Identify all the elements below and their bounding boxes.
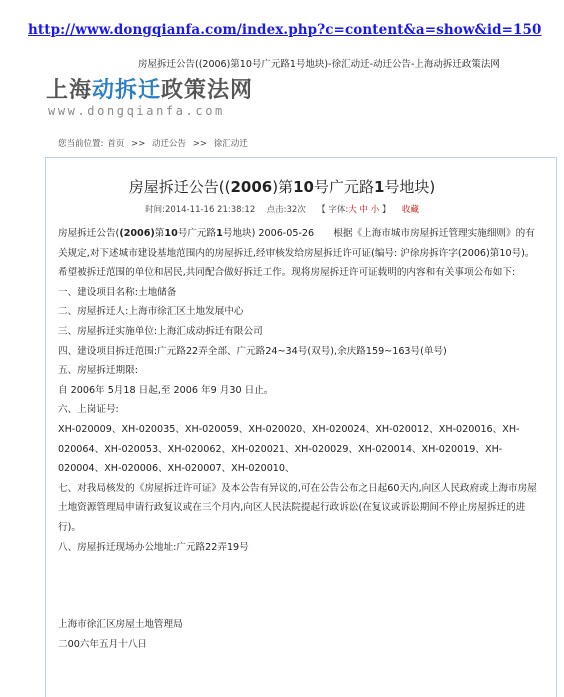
meta-time: 时间:2014-11-16 21:38:12: [145, 205, 256, 215]
item-objection: 七、对我局核发的《房屋拆迁许可证》及本公告有异议的,可在公告公布之日起60天内,向区人民政府或上海市房屋土地资源管理局申请行政复议或在三个月内,向区人民法院提起行政诉讼(在复议或诉讼期间不停止房屋拆迁的进行)。: [58, 482, 537, 533]
intro-part-num: 10: [164, 228, 178, 239]
breadcrumb-prefix: 您当前位置:: [58, 139, 104, 149]
item-scope: 四、建设项目拆迁范围:广元路22弄全部、广元路24~34号(双号),余庆路159~163号(单号): [58, 345, 447, 357]
intro-part-lot: 1: [216, 228, 223, 239]
article-body: [58, 224, 542, 654]
logo-text: [46, 78, 306, 104]
signature: 上海市徐汇区房屋土地管理局: [58, 619, 183, 631]
breadcrumb-sep-1: >>: [131, 139, 146, 149]
intro-paragraph: [58, 224, 542, 283]
item-period-label: 五、房屋拆迁期限:: [58, 365, 138, 377]
breadcrumb-home[interactable]: 首页: [107, 139, 125, 149]
breadcrumb-sep-2: >>: [192, 139, 208, 149]
logo-part3: 政策法网: [161, 78, 254, 103]
meta-clicks: 点击:32次: [266, 205, 306, 215]
title-part-num: 10: [293, 178, 314, 196]
item-office-address: 八、房屋拆迁现场办公地址:广元路22弄19号: [58, 541, 249, 553]
title-part-mid1: )第: [272, 178, 294, 196]
font-small-link[interactable]: 小: [370, 205, 380, 215]
title-part-lot: 1: [373, 178, 385, 196]
title-part-mid2: 号广元路: [313, 178, 374, 196]
logo-part1: 上海: [46, 78, 93, 103]
item-project-name: 一、建设项目名称:土地储备: [58, 286, 177, 298]
intro-part-mid: 第: [154, 228, 165, 239]
font-medium-link[interactable]: 中: [359, 205, 369, 215]
item-license-label: 六、上岗证号:: [58, 404, 119, 416]
item-period: 自 2006年 5月18 日起,至 2006 年9 月30 日止。: [58, 384, 274, 396]
intro-part-bold: (2006): [119, 228, 155, 239]
logo-subtitle: www.dongqianfa.com: [48, 104, 225, 118]
intro-part-mid2: 号广元路: [177, 228, 217, 239]
article-title: [0, 176, 564, 197]
font-large-link[interactable]: 大: [348, 205, 357, 215]
page-title: 房屋拆迁公告((2006)第10号广元路1号地块)-徐汇动迁-动迁公告-上海动拆迁政策法网: [138, 59, 500, 70]
logo-part2: 动拆迁: [92, 78, 162, 103]
item-demolisher: 二、房屋拆迁人:上海市徐汇区土地发展中心: [58, 306, 244, 318]
site-logo[interactable]: [46, 78, 306, 122]
intro-part-post: 号地块) 2006-05-26 根据《上海市城市房屋拆迁管理实施细则》的有关规定,对下述城市建设基地范围内的房屋拆迁,经审核发给房屋拆迁许可证(编号: 沪徐房拆许字(2006)第10号)。希望被拆迁范围的单位和居民,共同配合做好拆迁工作。现将房屋拆迁许可证载明的内容和有关事项公布如下:: [58, 228, 535, 279]
font-size-close: 】: [381, 205, 391, 215]
signature-date: 二00六年五月十八日: [58, 638, 147, 650]
page-url[interactable]: http://www.dongqianfa.com/index.php?c=content&a=show&id=150: [28, 22, 542, 38]
article-meta: [0, 203, 564, 215]
font-size-open: 【 字体:: [317, 205, 349, 215]
breadcrumb-xuhui[interactable]: 徐汇动迁: [213, 139, 248, 149]
favorite-link[interactable]: 收藏: [401, 205, 419, 215]
intro-part-pre: 房屋拆迁公告(: [58, 228, 120, 239]
title-part-year: 2006: [230, 178, 273, 196]
item-implementer: 三、房屋拆迁实施单位:上海汇成动拆迁有限公司: [58, 325, 263, 337]
breadcrumb-notices[interactable]: 动迁公告: [152, 139, 187, 149]
breadcrumb: [58, 137, 252, 149]
title-part-pre: 房屋拆迁公告((: [128, 178, 231, 196]
title-part-post: 号地块): [384, 178, 436, 196]
item-license-numbers: XH-020009、XH-020035、XH-020059、XH-020020、XH-020024、XH-020012、XH-020016、XH-020064、XH-020053、XH-020062、XH-020021、XH-020029、XH-020014、XH-020019、XH-020004、XH-020006、XH-020007、XH-020010、: [58, 423, 520, 475]
